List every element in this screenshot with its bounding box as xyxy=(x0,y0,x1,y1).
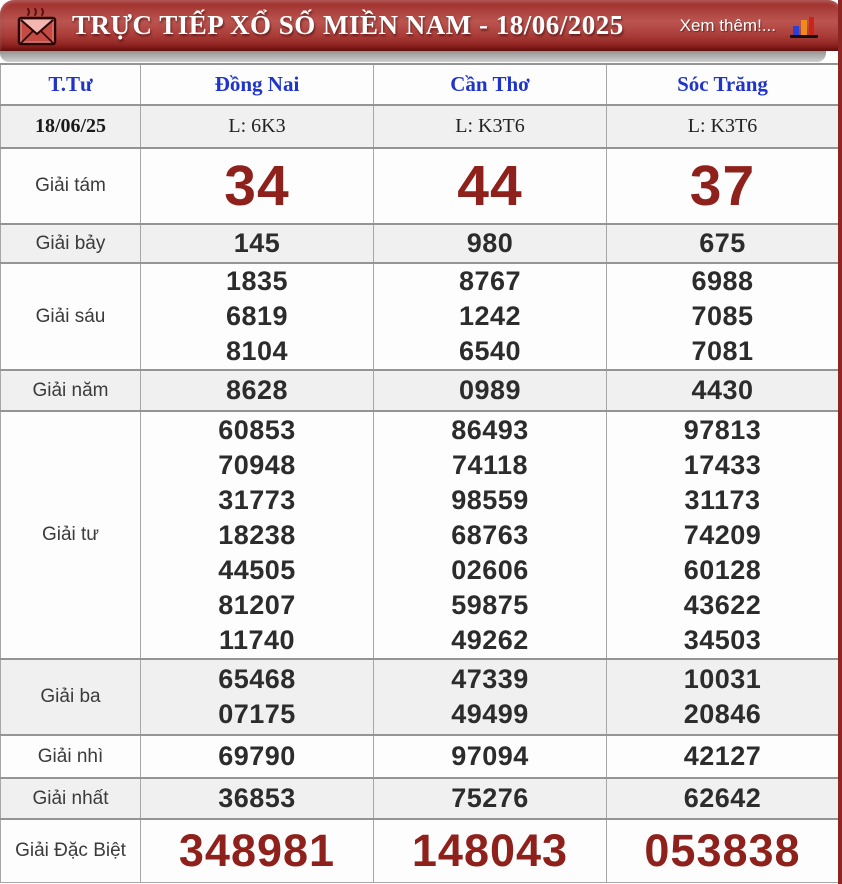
prize-number: 4430 xyxy=(691,375,754,405)
lottery-results-table xyxy=(0,63,839,883)
prize-number: 6988 xyxy=(691,266,754,296)
bar-chart-icon[interactable] xyxy=(790,14,820,38)
header-shadow-strip xyxy=(0,51,826,62)
column-header-dongnai[interactable]: Đồng Nai xyxy=(141,64,374,105)
prize-cell xyxy=(374,659,607,735)
prize-number: 148043 xyxy=(411,825,569,876)
prize-number: 62642 xyxy=(683,783,762,813)
prize-number: 60128 xyxy=(683,554,762,585)
prize-cell xyxy=(141,263,374,370)
prize-number: 75276 xyxy=(451,783,529,813)
prize-row xyxy=(1,263,839,370)
prize-number: 7085 xyxy=(691,301,754,331)
prize-number: 42127 xyxy=(683,741,762,771)
prize-number: 44505 xyxy=(218,554,296,585)
prize-label: Giải bảy xyxy=(1,224,141,263)
prize-number: 34 xyxy=(224,154,290,218)
prize-row xyxy=(1,148,839,224)
prize-number: 11740 xyxy=(218,624,296,655)
prize-cell xyxy=(607,148,839,224)
see-more-link[interactable]: Xem thêm!... xyxy=(679,15,776,35)
prize-number: 348981 xyxy=(178,825,336,876)
prize-number: 86493 xyxy=(451,414,529,445)
prize-cell xyxy=(374,411,607,659)
column-header-weekday[interactable]: T.Tư xyxy=(1,64,141,105)
prize-row xyxy=(1,224,839,263)
prize-number: 97813 xyxy=(683,414,762,445)
draw-code: L: K3T6 xyxy=(607,105,839,148)
prize-cell xyxy=(607,659,839,735)
prize-cell xyxy=(374,148,607,224)
prize-label: Giải nhì xyxy=(1,735,141,778)
header-bar xyxy=(0,0,842,51)
prize-number: 68763 xyxy=(451,519,529,550)
prize-cell xyxy=(607,819,839,883)
prize-number: 34503 xyxy=(683,624,762,655)
prize-cell xyxy=(141,224,374,263)
prize-number: 43622 xyxy=(683,589,762,620)
prize-number: 8767 xyxy=(458,266,522,296)
prize-cell xyxy=(607,224,839,263)
prize-row xyxy=(1,819,839,883)
prize-label: Giải Đặc Biệt xyxy=(1,819,141,883)
prize-cell xyxy=(607,735,839,778)
prize-cell xyxy=(374,263,607,370)
prize-label: Giải ba xyxy=(1,659,141,735)
draw-code: L: K3T6 xyxy=(374,105,607,148)
prize-number: 60853 xyxy=(218,414,296,445)
draw-code: L: 6K3 xyxy=(141,105,374,148)
prize-row xyxy=(1,659,839,735)
prize-number: 980 xyxy=(466,228,514,258)
prize-number: 49499 xyxy=(451,699,529,729)
results-body xyxy=(1,148,839,883)
prize-cell xyxy=(607,370,839,411)
prize-number: 8628 xyxy=(225,375,289,405)
prize-cell xyxy=(607,263,839,370)
prize-cell xyxy=(141,148,374,224)
column-header-soctrang[interactable]: Sóc Trăng xyxy=(607,64,839,105)
prize-row xyxy=(1,778,839,819)
prize-number: 6540 xyxy=(458,336,522,366)
prize-cell xyxy=(374,778,607,819)
prize-cell xyxy=(374,735,607,778)
prize-number: 49262 xyxy=(451,624,529,655)
prize-number: 02606 xyxy=(451,554,529,585)
prize-number: 8104 xyxy=(225,336,289,366)
prize-number: 81207 xyxy=(218,589,296,620)
prize-number: 74209 xyxy=(683,519,762,550)
envelope-icon xyxy=(16,6,58,46)
page-title: TRỰC TIẾP XỔ SỐ MIỀN NAM - 18/06/2025 xyxy=(72,10,624,40)
prize-cell xyxy=(141,778,374,819)
prize-cell xyxy=(141,659,374,735)
prize-number: 31173 xyxy=(684,484,761,515)
prize-number: 07175 xyxy=(218,699,296,729)
prize-cell xyxy=(141,411,374,659)
prize-cell xyxy=(374,224,607,263)
prize-number: 18238 xyxy=(218,519,296,550)
prize-number: 1242 xyxy=(458,301,522,331)
prize-number: 7081 xyxy=(691,336,754,366)
prize-number: 10031 xyxy=(683,664,762,694)
prize-label: Giải tư xyxy=(1,411,141,659)
prize-cell xyxy=(141,370,374,411)
prize-label: Giải tám xyxy=(1,148,141,224)
prize-cell xyxy=(374,819,607,883)
prize-number: 31773 xyxy=(218,484,296,515)
prize-number: 65468 xyxy=(218,664,296,694)
prize-number: 37 xyxy=(689,154,756,218)
prize-cell xyxy=(607,411,839,659)
prize-row xyxy=(1,411,839,659)
prize-number: 053838 xyxy=(644,825,801,876)
prize-number: 44 xyxy=(457,154,523,218)
prize-row xyxy=(1,735,839,778)
column-header-row xyxy=(1,64,839,105)
prize-number: 69790 xyxy=(218,741,296,771)
prize-row xyxy=(1,370,839,411)
prize-number: 47339 xyxy=(451,664,529,694)
prize-number: 17433 xyxy=(683,449,762,480)
prize-label: Giải năm xyxy=(1,370,141,411)
prize-number: 70948 xyxy=(218,449,296,480)
prize-cell xyxy=(607,778,839,819)
prize-label: Giải sáu xyxy=(1,263,141,370)
prize-number: 675 xyxy=(699,228,746,258)
prize-number: 0989 xyxy=(458,375,522,405)
prize-number: 20846 xyxy=(683,699,762,729)
prize-cell xyxy=(141,819,374,883)
prize-number: 98559 xyxy=(451,484,529,515)
column-header-cantho[interactable]: Cần Thơ xyxy=(374,64,607,105)
draw-code-row xyxy=(1,105,839,148)
draw-date: 18/06/25 xyxy=(1,105,141,148)
prize-number: 1835 xyxy=(225,266,289,296)
prize-cell xyxy=(141,735,374,778)
prize-number: 74118 xyxy=(451,449,529,480)
prize-cell xyxy=(374,370,607,411)
prize-number: 97094 xyxy=(451,741,529,771)
right-edge-accent xyxy=(838,0,842,884)
prize-number: 6819 xyxy=(225,301,289,331)
prize-label: Giải nhất xyxy=(1,778,141,819)
prize-number: 145 xyxy=(233,228,281,258)
prize-number: 59875 xyxy=(451,589,529,620)
prize-number: 36853 xyxy=(218,783,296,813)
